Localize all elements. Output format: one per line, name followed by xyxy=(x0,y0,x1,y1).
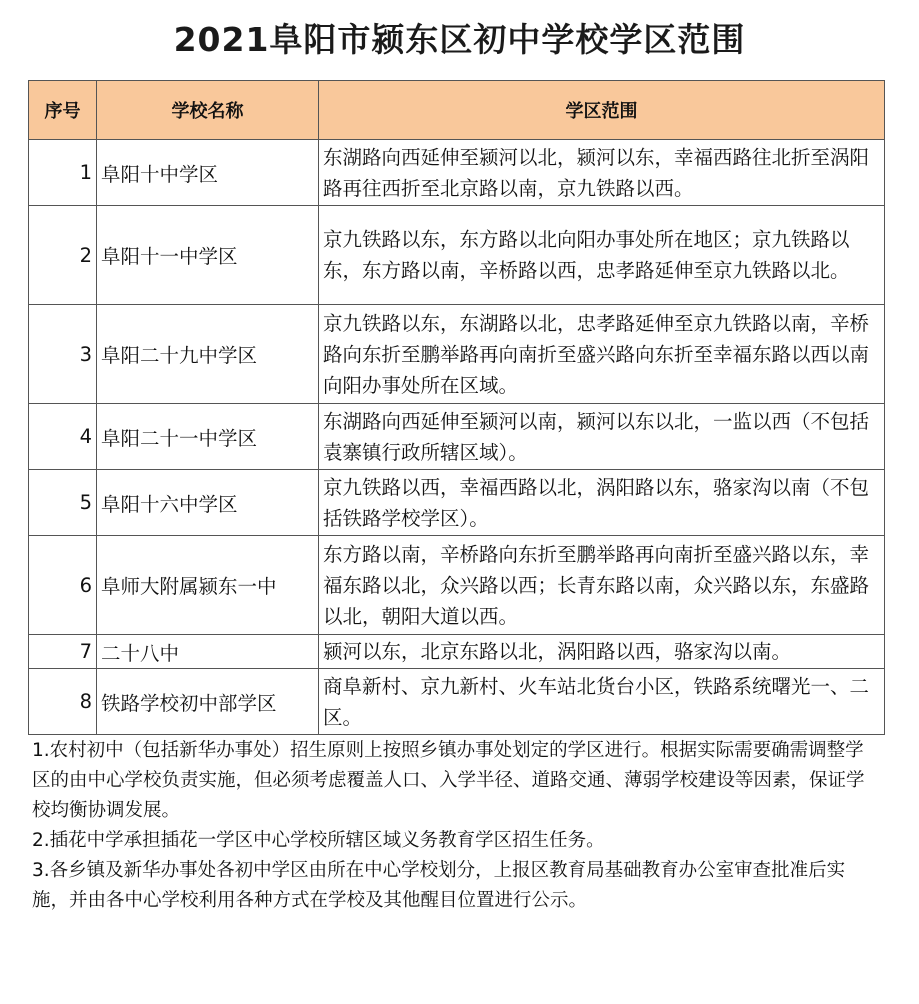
note-item: 3.各乡镇及新华办事处各初中学区由所在中心学校划分，上报区教育局基础教育办公室审查批准后实施，并由各中心学校利用各种方式在学校及其他醒目位置进行公示。 xyxy=(32,860,846,911)
table-row xyxy=(29,470,885,536)
row-index: 6 xyxy=(29,536,97,635)
row-index: 7 xyxy=(29,635,97,669)
table-row xyxy=(29,305,885,404)
school-name: 阜阳十一中学区 xyxy=(97,206,319,305)
table-row xyxy=(29,206,885,305)
school-name: 铁路学校初中部学区 xyxy=(97,669,319,735)
table-row xyxy=(29,669,885,735)
zone-range: 京九铁路以东，东方路以北向阳办事处所在地区；京九铁路以东，东方路以南，辛桥路以西，忠孝路延伸至京九铁路以北。 xyxy=(319,206,885,305)
table-header-row xyxy=(29,81,885,140)
zone-range: 京九铁路以东，东湖路以北，忠孝路延伸至京九铁路以南，辛桥路向东折至鹏举路再向南折至盛兴路向东折至幸福东路以西以南向阳办事处所在区域。 xyxy=(319,305,885,404)
school-name: 二十八中 xyxy=(97,635,319,669)
header-zone-range: 学区范围 xyxy=(319,81,885,140)
notes-section xyxy=(32,736,882,916)
school-name: 阜阳二十一中学区 xyxy=(97,404,319,470)
row-index: 8 xyxy=(29,669,97,735)
row-index: 4 xyxy=(29,404,97,470)
row-index: 3 xyxy=(29,305,97,404)
zone-range: 京九铁路以西，幸福西路以北，涡阳路以东，骆家沟以南（不包括铁路学校学区）。 xyxy=(319,470,885,536)
row-index: 5 xyxy=(29,470,97,536)
zone-range: 东湖路向西延伸至颍河以南，颍河以东以北，一监以西（不包括袁寨镇行政所辖区域）。 xyxy=(319,404,885,470)
school-zone-table xyxy=(28,80,885,735)
zone-range: 颍河以东，北京东路以北，涡阳路以西，骆家沟以南。 xyxy=(319,635,885,669)
note-item: 1.农村初中（包括新华办事处）招生原则上按照乡镇办事处划定的学区进行。根据实际需要确需调整学区的由中心学校负责实施，但必须考虑覆盖人口、入学半径、道路交通、薄弱学校建设等因素，保证学校均衡协调发展。 xyxy=(32,740,865,821)
header-school-name: 学校名称 xyxy=(97,81,319,140)
school-name: 阜阳十中学区 xyxy=(97,140,319,206)
row-index: 1 xyxy=(29,140,97,206)
header-index: 序号 xyxy=(29,81,97,140)
page-title: 2021阜阳市颍东区初中学校学区范围 xyxy=(173,20,746,59)
zone-range: 商阜新村、京九新村、火车站北货台小区，铁路系统曙光一、二区。 xyxy=(319,669,885,735)
table-row xyxy=(29,536,885,635)
school-name: 阜师大附属颍东一中 xyxy=(97,536,319,635)
note-item: 2.插花中学承担插花一学区中心学校所辖区域义务教育学区招生任务。 xyxy=(32,830,605,851)
school-name: 阜阳十六中学区 xyxy=(97,470,319,536)
zone-range: 东方路以南，辛桥路向东折至鹏举路再向南折至盛兴路以东，幸福东路以北，众兴路以西；长青东路以南，众兴路以东，东盛路以北，朝阳大道以西。 xyxy=(319,536,885,635)
zone-range: 东湖路向西延伸至颍河以北，颍河以东，幸福西路往北折至涡阳路再往西折至北京路以南，京九铁路以西。 xyxy=(319,140,885,206)
table-row xyxy=(29,140,885,206)
row-index: 2 xyxy=(29,206,97,305)
school-name: 阜阳二十九中学区 xyxy=(97,305,319,404)
table-row xyxy=(29,404,885,470)
table-row xyxy=(29,635,885,669)
